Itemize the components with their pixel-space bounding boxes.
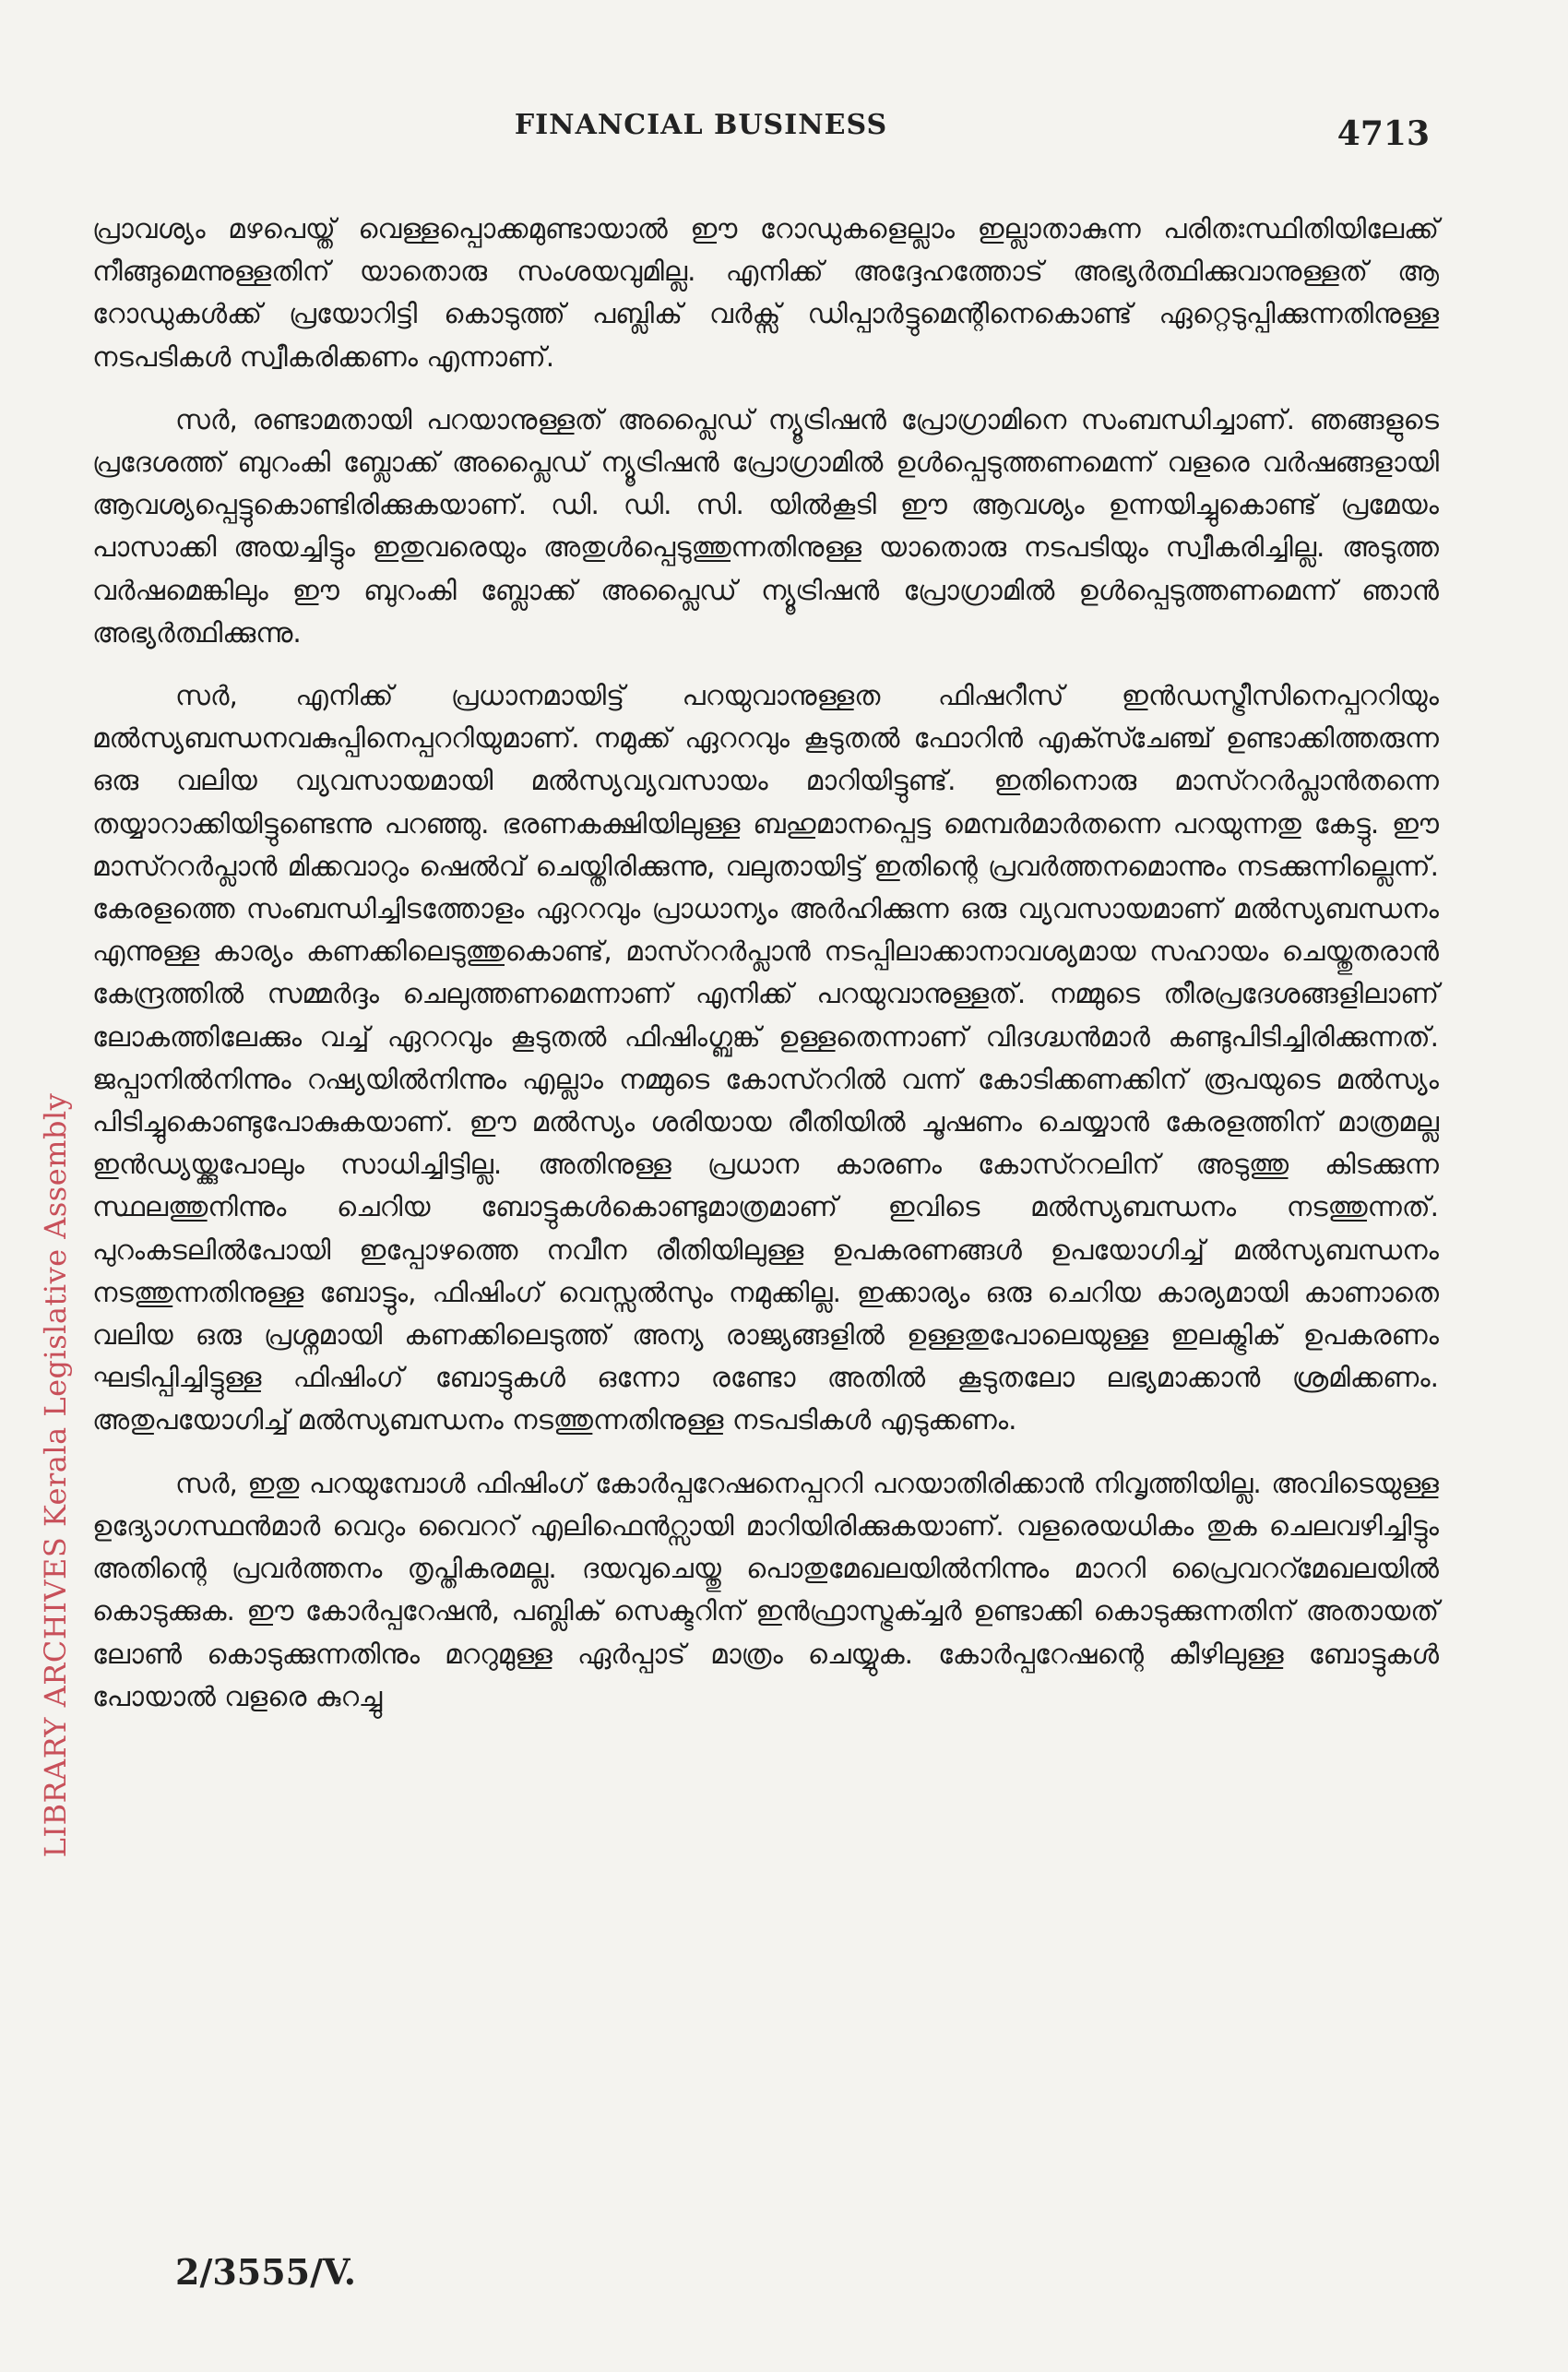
paragraph-nutrition-program: സർ, രണ്ടാമതായി പറയാനുള്ളത് അപ്ലൈഡ് ന്യൂട്രിഷൻ പ്രോഗ്രാമിനെ സംബന്ധിച്ചാണ്. ഞങ്ങളുടെ പ്രദേശത്ത് ബുറംകി ബ്ലോക്ക് അപ്ലൈഡ് ന്യൂട്രിഷൻ പ്രോഗ്രാമിൽ ഉൾപ്പെടുത്തണമെന്ന് വളരെ വർഷങ്ങളായി ആവശ്യപ്പെട്ടുകൊണ്ടിരിക്കുകയാണ്. ഡി. ഡി. സി. യിൽകൂടി ഈ ആവശ്യം ഉന്നയിച്ചുകൊണ്ട് പ്രമേയം പാസാക്കി അയച്ചിട്ടും ഇതുവരെയും അതുൾപ്പെടുത്തുന്നതിനുള്ള യാതൊരു നടപടിയും സ്വീകരിച്ചില്ല. അടുത്ത വർഷമെങ്കിലും ഈ ബുറംകി ബ്ലോക്ക് അപ്ലൈഡ് ന്യൂട്രിഷൻ പ്രോഗ്രാമിൽ ഉൾപ്പെടുത്തണമെന്ന് ഞാൻ അഭ്യർത്ഥിക്കുന്നു. [92,403,1440,649]
paragraph-roads: പ്രാവശ്യം മഴപെയ്ത് വെള്ളപ്പൊക്കമുണ്ടായാൽ ഈ റോഡുകളെല്ലാം ഇല്ലാതാകുന്ന പരിതഃസ്ഥിതിയിലേക്ക് നീങ്ങുമെന്നുള്ളതിന് യാതൊരു സംശയവുമില്ല. എനിക്ക് അദ്ദേഹത്തോട് അഭ്യർത്ഥിക്കുവാനുള്ളത് ആ റോഡുകൾക്ക് പ്രയോറിട്ടി കൊടുത്ത് പബ്ലിക് വർക്സ് ഡിപ്പാർട്ടുമെന്റിനെകൊണ്ട് ഏറ്റെടുപ്പിക്കുന്നതിനുള്ള നടപടികൾ സ്വീകരിക്കണം എന്നാണ്. [92,213,1439,373]
page-header [0,109,1568,155]
library-archive-stamp: LIBRARY ARCHIVES Kerala Legislative Assembly [38,1092,73,1858]
body-text [92,208,1439,1738]
paragraph-fisheries: സർ, എനിക്ക് പ്രധാനമായിട്ട് പറയുവാനുള്ളത ഫിഷറീസ് ഇൻഡസ്ട്രീസിനെപ്പററിയും മൽസ്യബന്ധനവകുപ്പിനെപ്പററിയുമാണ്. നമുക്ക് ഏററവും കൂടുതൽ ഫോറിൻ എക്സ്ചേഞ്ച് ഉണ്ടാക്കിത്തരുന്ന ഒരു വലിയ വ്യവസായമായി മൽസ്യവ്യവസായം മാറിയിട്ടുണ്ട്. ഇതിനൊരു മാസ്ററർപ്ലാൻതന്നെ തയ്യാറാക്കിയിട്ടുണ്ടെന്നു പറഞ്ഞു. ഭരണകക്ഷിയിലുള്ള ബഹുമാനപ്പെട്ട മെമ്പർമാർതന്നെ പറയുന്നതു കേട്ടു. ഈ മാസ്ററർപ്ലാൻ മിക്കവാറും ഷെൽവ് ചെയ്തിരിക്കുന്നു, വലുതായിട്ട് ഇതിന്റെ പ്രവർത്തനമൊന്നും നടക്കുന്നില്ലെന്ന്. കേരളത്തെ സംബന്ധിച്ചിടത്തോളം ഏററവും പ്രാധാന്യം അർഹിക്കുന്ന ഒരു വ്യവസായമാണ് മൽസ്യബന്ധനം എന്നുള്ള കാര്യം കണക്കിലെടുത്തുകൊണ്ട്, മാസ്ററർപ്ലാൻ നടപ്പിലാക്കാനാവശ്യമായ സഹായം ചെയ്തുതരാൻ കേന്ദ്രത്തിൽ സമ്മർദ്ദം ചെലുത്തണമെന്നാണ് എനിക്ക് പറയുവാനുള്ളത്. നമ്മുടെ തീരപ്രദേശങ്ങളിലാണ് ലോകത്തിലേക്കും വച്ച് ഏററവും കൂടുതൽ ഫിഷിംഗ്ബങ്ക് ഉള്ളതെന്നാണ് വിദഗ്ദ്ധൻമാർ കണ്ടുപിടിച്ചിരിക്കുന്നത്. ജപ്പാനിൽനിന്നും റഷ്യയിൽനിന്നും എല്ലാം നമ്മുടെ കോസ്ററിൽ വന്ന് കോടിക്കണക്കിന് രൂപയുടെ മൽസ്യം പിടിച്ചുകൊണ്ടുപോകുകയാണ്. ഈ മൽസ്യം ശരിയായ രീതിയിൽ ചൂഷണം ചെയ്യാൻ കേരളത്തിന് മാത്രമല്ല ഇൻഡ്യയ്ക്കുപോലും സാധിച്ചിട്ടില്ല. അതിനുള്ള പ്രധാന കാരണം കോസ്ററലിന് അടുത്തു കിടക്കുന്ന സ്ഥലത്തുനിന്നും ചെറിയ ബോട്ടുകൾകൊണ്ടുമാത്രമാണ് ഇവിടെ മൽസ്യബന്ധനം നടത്തുന്നത്. പുറംകടലിൽപോയി ഇപ്പോഴത്തെ നവീന രീതിയിലുള്ള ഉപകരണങ്ങൾ ഉപയോഗിച്ച് മൽസ്യബന്ധനം നടത്തുന്നതിനുള്ള ബോട്ടും, ഫിഷിംഗ് വെസ്സൽസും നമുക്കില്ല. ഇക്കാര്യം ഒരു ചെറിയ കാര്യമായി കാണാതെ വലിയ ഒരു പ്രശ്നമായി കണക്കിലെടുത്ത് അന്യ രാജ്യങ്ങളിൽ ഉള്ളതുപോലെയുള്ള ഇലക്ട്രിക് ഉപകരണം ഘടിപ്പിച്ചിട്ടുള്ള ഫിഷിംഗ് ബോട്ടുകൾ ഒന്നോ രണ്ടോ അതിൽ കൂടുതലോ ലഭ്യമാക്കാൻ ശ്രമിക്കണം. അതുപയോഗിച്ച് മൽസ്യബന്ധനം നടത്തുന്നതിനുള്ള നടപടികൾ എടുക്കണം. [92,680,1439,1436]
page-number: 4713 [1336,114,1430,153]
paragraph-fishing-corporation: സർ, ഇതു പറയുമ്പോൾ ഫിഷിംഗ് കോർപ്പറേഷനെപ്പററി പറയാതിരിക്കാൻ നിവൃത്തിയില്ല. അവിടെയുള്ള ഉദ്യോഗസ്ഥൻമാർ വെറും വൈററ് എലിഫെൻറ്സായി മാറിയിരിക്കുകയാണ്. വളരെയധികം തുക ചെലവഴിച്ചിട്ടും അതിന്റെ പ്രവർത്തനം തൃപ്തികരമല്ല. ദയവുചെയ്തു പൊതുമേഖലയിൽനിന്നും മാററി പ്രൈവററ്മേഖലയിൽ കൊടുക്കുക. ഈ കോർപ്പറേഷൻ, പബ്ലിക് സെക്ടറിന് ഇൻഫ്രാസ്ട്രക്ച്ചർ ഉണ്ടാക്കി കൊടുക്കുന്നതിന് അതായത് ലോൺ കൊടുക്കുന്നതിനും മററുമുള്ള ഏർപ്പാട് മാത്രം ചെയ്യുക. കോർപ്പറേഷന്റെ കീഴിലുള്ള ബോട്ടുകൾ പോയാൽ വളരെ കുറച്ചു [92,1467,1439,1712]
footer-reference: 2/3555/V. [175,2251,357,2293]
running-title: FINANCIAL BUSINESS [514,109,888,141]
